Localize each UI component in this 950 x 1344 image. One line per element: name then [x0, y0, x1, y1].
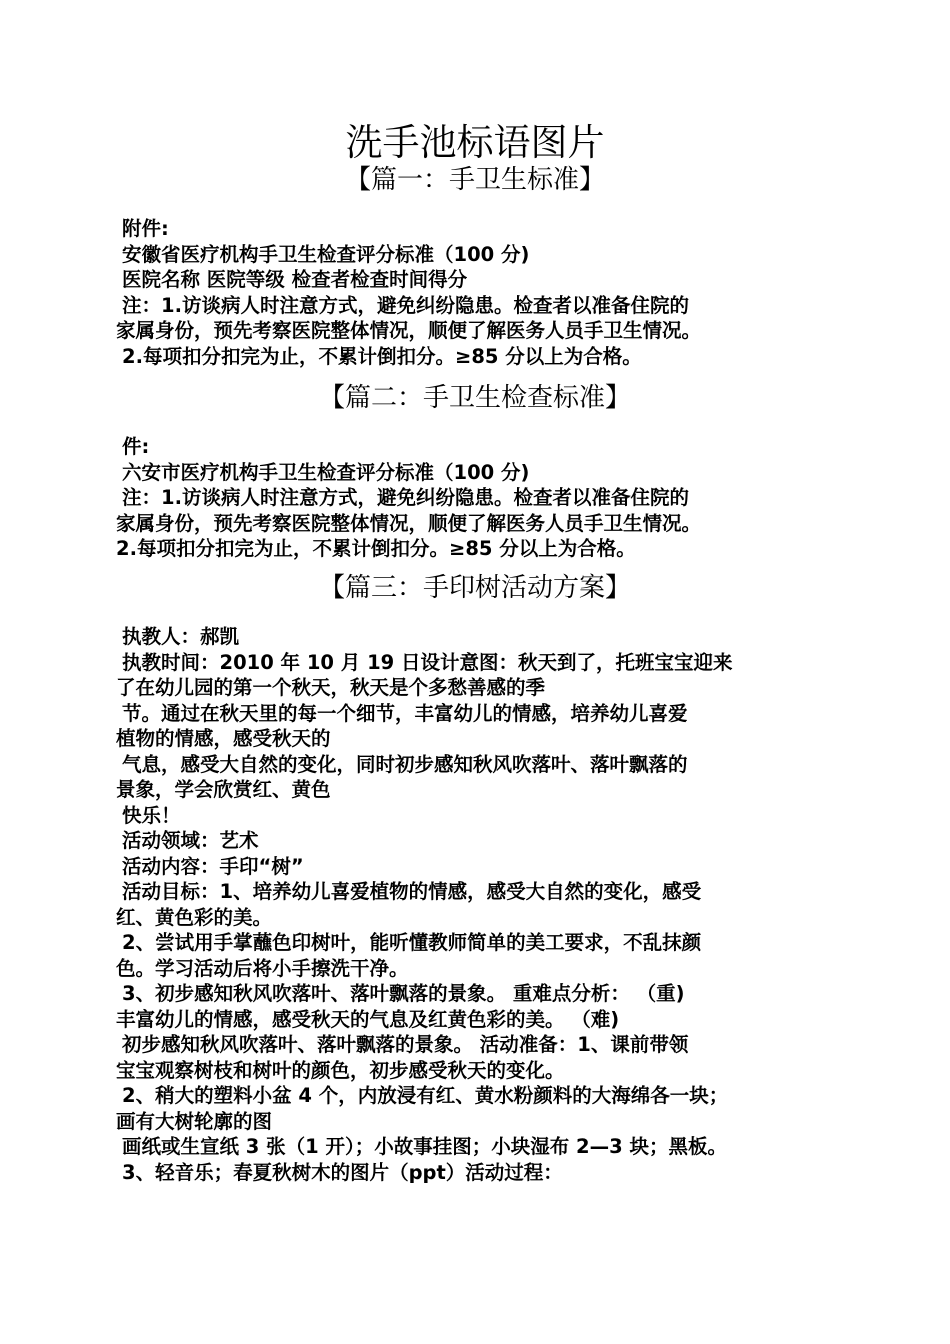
text-line: 气息，感受大自然的变化，同时初步感知秋风吹落叶、落叶飘落的 [122, 752, 688, 776]
text-line: 画有大树轮廓的图 [116, 1109, 273, 1133]
document-title: 洗手池标语图片 [345, 121, 605, 164]
text-line: 家属身份，预先考察医院整体情况，顺便了解医务人员手卫生情况。 [116, 511, 702, 535]
text-line: 植物的情感，感受秋天的 [116, 727, 331, 750]
text-line: 执教时间：2010 年 10 月 19 日设计意图：秋天到了，托班宝宝迎来 [122, 650, 733, 674]
text-line: 宝宝观察树枝和树叶的颜色，初步感受秋天的变化。 [116, 1058, 565, 1082]
text-line: 3、初步感知秋风吹落叶、落叶飘落的景象。 重难点分析： （重) [122, 982, 685, 1005]
text-line: 六安市医疗机构手卫生检查评分标准（100 分) [122, 460, 530, 484]
text-line: 2、尝试用手掌蘸色印树叶，能听懂教师简单的美工要求，不乱抹颜 [122, 931, 702, 954]
text-line: 景象，学会欣赏红、黄色 [116, 778, 331, 801]
text-line: 丰富幼儿的情感，感受秋天的气息及红黄色彩的美。 （难) [116, 1007, 620, 1031]
text-line: 注：1.访谈病人时注意方式，避免纠纷隐患。检查者以准备住院的 [122, 486, 689, 509]
text-line: 活动目标：1、培养幼儿喜爱植物的情感，感受大自然的变化，感受 [122, 880, 702, 903]
text-line: 2、稍大的塑料小盆 4 个，内放浸有红、黄水粉颜料的大海绵各一块； [122, 1084, 729, 1107]
text-line: 了在幼儿园的第一个秋天，秋天是个多愁善感的季 [116, 676, 546, 699]
text-line: 附件: [122, 217, 169, 240]
section-body-2 [116, 434, 876, 562]
text-line: 注：1.访谈病人时注意方式，避免纠纷隐患。检查者以准备住院的 [122, 293, 689, 317]
section-heading-1: 【篇一：手卫生标准】 [344, 165, 605, 195]
section-body-1 [116, 216, 876, 369]
text-line: 节。通过在秋天里的每一个细节，丰富幼儿的情感，培养幼儿喜爱 [122, 701, 688, 725]
text-line: 快乐！ [122, 803, 181, 827]
text-line: 医院名称 医院等级 检查者检查时间得分 [122, 268, 468, 291]
text-line: 3、轻音乐；春夏秋树木的图片（ppt）活动过程： [122, 1160, 563, 1184]
text-line: 2.每项扣分扣完为止，不累计倒扣分。≥85 分以上为合格。 [122, 344, 642, 368]
text-line: 活动内容：手印“树” [122, 854, 304, 878]
section-heading-2: 【篇二：手卫生检查标准】 [318, 383, 631, 413]
text-line: 初步感知秋风吹落叶、落叶飘落的景象。 活动准备：1、课前带领 [122, 1033, 689, 1056]
text-line: 件: [122, 435, 150, 458]
text-line: 红、黄色彩的美。 [116, 905, 273, 929]
text-line: 安徽省医疗机构手卫生检查评分标准（100 分) [122, 242, 530, 266]
text-line: 家属身份，预先考察医院整体情况，顺便了解医务人员手卫生情况。 [116, 319, 702, 342]
text-line: 执教人：郝凯 [122, 625, 240, 648]
section-heading-3: 【篇三：手印树活动方案】 [318, 573, 631, 603]
text-line: 画纸或生宣纸 3 张（1 开）；小故事挂图；小块湿布 2—3 块；黑板。 [122, 1135, 727, 1158]
text-line: 2.每项扣分扣完为止，不累计倒扣分。≥85 分以上为合格。 [116, 537, 636, 560]
text-line: 活动领域：艺术 [122, 829, 259, 852]
text-line: 色。学习活动后将小手擦洗干净。 [116, 956, 409, 980]
section-body-3 [116, 624, 876, 1185]
